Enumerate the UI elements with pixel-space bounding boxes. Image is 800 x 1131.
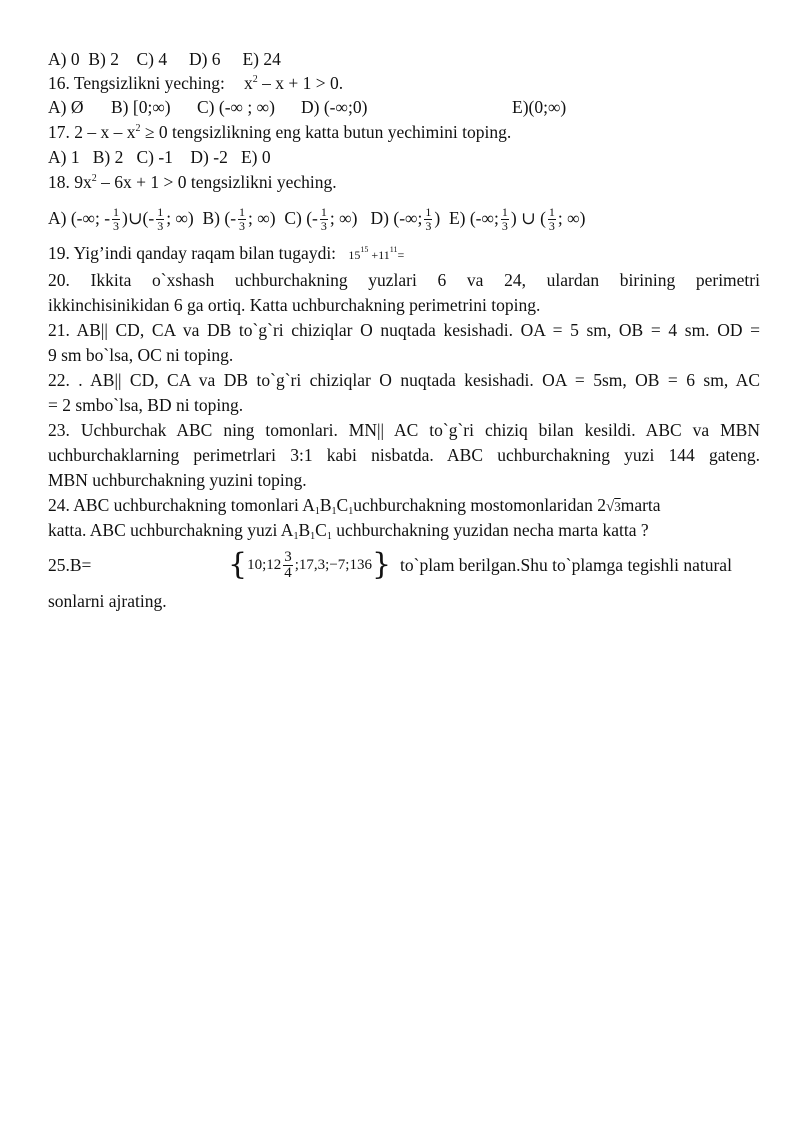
q24-line-1: 24. ABC uchburchakning tomonlari $A_1B_1C_1uchburchakning$ mostomonlaridan 2√3marta	[48, 495, 661, 517]
q18-question: 18. $9x^2 - 6x + 1 > 0$ tengsizlikni yeching.	[48, 172, 337, 192]
q23-line-1: 23. Uchburchak ABC ning tomonlari. MN|| AC to`g`ri chiziq bilan kesildi. ABC va MBN	[48, 420, 760, 440]
q17-options	[48, 146, 760, 168]
q17-option-c: C) -1	[136, 147, 173, 167]
q16-question	[48, 72, 760, 94]
q18-option-c: C) (- $\frac{1}{3}$ ; ∞)	[284, 205, 358, 234]
q16-option-b: B) [0;∞)	[111, 97, 171, 117]
q24-line-2: katta. ABC uchburchakning yuzi $A_1B_1C_1$ uchburchakning yuzidan necha marta katta ?	[48, 520, 649, 542]
q19-expression: $15^{15} +11^{11}=$	[348, 245, 405, 262]
q18-option-b: B) (- $\frac{1}{3}$ ; ∞)	[202, 205, 276, 234]
q18-option-e: E) (-∞; $\frac{1}{3}$ ) ∪ ( $\frac{1}{3}$ ; ∞)	[448, 205, 586, 234]
q18-options	[48, 202, 760, 234]
q22-line-2: = 2 smbo`lsa, BD ni toping.	[48, 395, 244, 415]
sqrt-icon: √	[605, 499, 615, 515]
q25-set: { 10;12 $\frac{3}{4}$ ;17,3;−7;136 }	[228, 547, 392, 582]
q20-line-2: ikkinchisinikidan 6 ga ortiq. Katta uchburchakning perimetrini toping.	[48, 295, 541, 315]
q17-question: 17. $2 - x - x^2 \ge 0$ tengsizlikning eng katta butun yechimini toping.	[48, 122, 512, 142]
q16-option-a: A) Ø	[48, 97, 84, 117]
q15-option-d: D) 6	[188, 49, 221, 69]
q16-expression: $x^2 - x + 1 > 0$.	[244, 73, 344, 93]
q21-line-1: 21. AB|| CD, CA va DB to`g`ri chiziqlar O nuqtada kesishadi. OA = 5 sm, OB = 4 sm. OD =	[48, 320, 760, 340]
q15-option-b: B) 2	[88, 49, 119, 69]
q23-line-2: uchburchaklarning perimetrlari 3:1 kabi nisbatda. ABC uchburchakning yuzi 144 gateng.	[48, 445, 760, 465]
q25-line-2: sonlarni ajrating.	[48, 591, 167, 611]
q21-line-2: 9 sm bo`lsa, OC ni toping.	[48, 345, 234, 365]
q18-option-a: A) (-∞; - $\frac{1}{3}$ )∪(- $\frac{1}{3}$ ; ∞)	[48, 205, 194, 234]
q25-label: 25.B=	[48, 555, 92, 575]
q22-line-1: 22. . AB|| CD, CA va DB to`g`ri chiziqlar O nuqtada kesishadi. OA = 5sm, OB = 6 sm, AC	[48, 370, 760, 390]
q17-option-b: B) 2	[92, 147, 124, 167]
q16-option-d: D) (-∞;0)	[301, 97, 368, 117]
q15-option-c: C) 4	[136, 49, 168, 69]
q15-option-a: A) 0	[48, 49, 80, 69]
q16-text: 16. Tengsizlikni yeching:	[48, 73, 225, 93]
q15-option-e: E) 24	[242, 49, 281, 69]
q19-question: 19. Yig’indi qanday raqam bilan tugaydi: $15^{15} +11^{11}=$	[48, 243, 405, 263]
q16-option-c: C) (-∞ ; ∞)	[197, 97, 275, 117]
q17-option-d: D) -2	[190, 147, 228, 167]
q17-option-a: A) 1	[48, 147, 80, 167]
q17-option-e: E) 0	[240, 147, 271, 167]
q16-option-e: E)(0;∞)	[512, 97, 567, 117]
q23-line-3: MBN uchburchakning yuzini toping.	[48, 470, 307, 490]
q18-option-d: D) (-∞; $\frac{1}{3}$ )	[370, 205, 441, 234]
q20-line-1: 20. Ikkita o`xshash uchburchakning yuzlari 6 va 24, ulardan birining perimetri	[48, 270, 760, 290]
q25-line-1	[48, 548, 760, 582]
q15-options	[48, 48, 760, 70]
q25-text: to`plam berilgan.Shu to`plamga tegishli natural	[400, 555, 732, 575]
